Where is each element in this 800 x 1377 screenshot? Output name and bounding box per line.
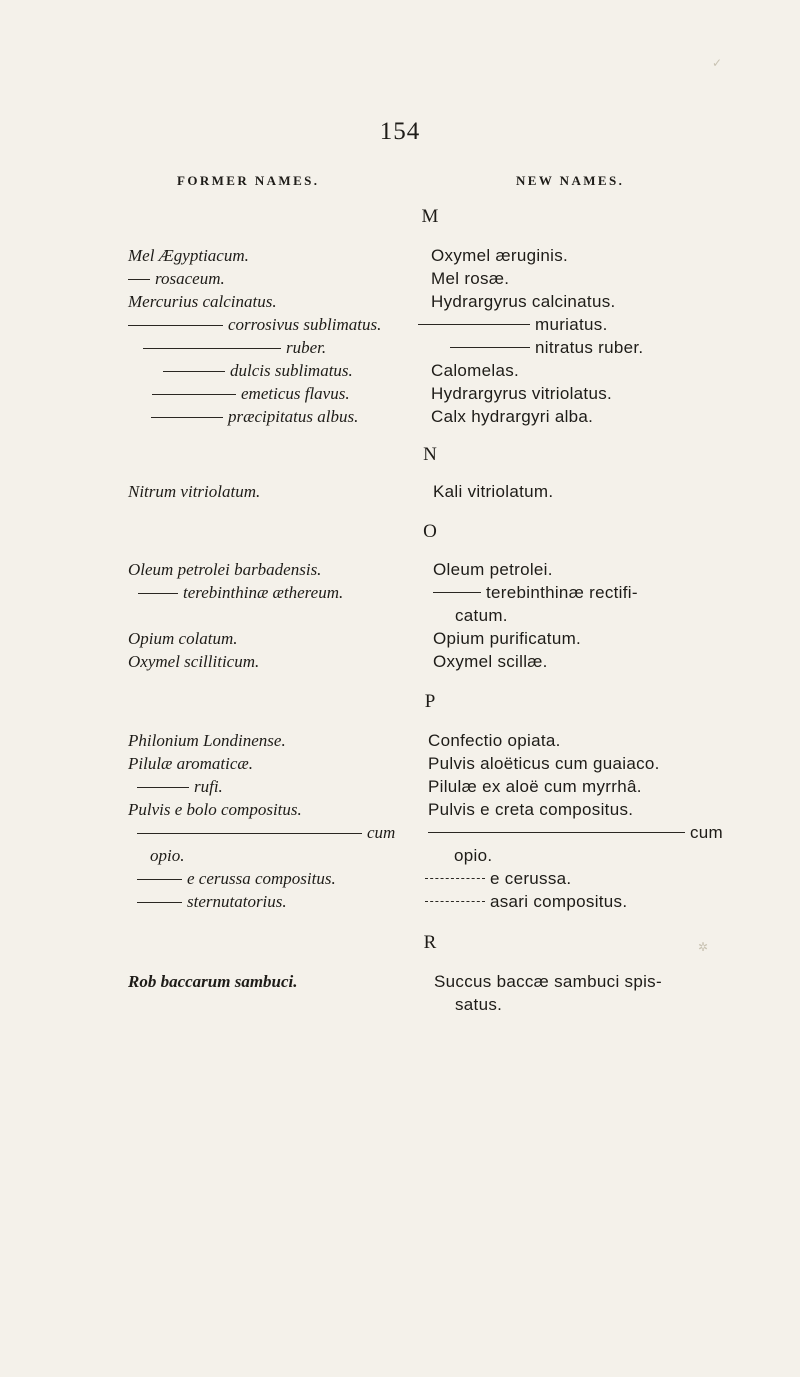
ditto-dash	[137, 879, 182, 880]
former-name: Nitrum vitriolatum.	[128, 482, 261, 501]
table-row	[0, 629, 800, 651]
table-row	[0, 583, 800, 605]
former-name: Mel Ægyptiacum.	[128, 246, 249, 265]
new-name: muriatus.	[535, 315, 608, 334]
new-name: terebinthinæ rectifi-	[486, 583, 638, 602]
new-name: Calomelas.	[431, 361, 520, 380]
table-row	[0, 315, 800, 337]
former-name-cell	[128, 269, 418, 289]
table-row	[0, 361, 800, 383]
new-name: opio.	[454, 846, 493, 865]
ditto-dash	[152, 394, 236, 395]
new-names-heading: NEW NAMES.	[516, 173, 625, 188]
new-name: e cerussa.	[490, 869, 572, 888]
former-name-cell	[137, 892, 427, 912]
new-name-cell	[418, 315, 763, 335]
former-name: sternutatorius.	[187, 892, 287, 911]
former-name: dulcis sublimatus.	[230, 361, 353, 380]
table-row	[0, 995, 800, 1017]
former-name: Philonium Londinense.	[128, 731, 286, 750]
former-name-cell	[152, 384, 442, 404]
new-name: Oxymel æruginis.	[431, 246, 569, 265]
former-name-cell	[163, 361, 453, 381]
former-name-cell	[137, 777, 427, 797]
ditto-dash	[151, 417, 223, 418]
paper-speck: ✓	[712, 56, 723, 70]
former-name: Rob baccarum sambuci.	[128, 972, 298, 991]
table-row	[0, 754, 800, 776]
new-name-cell	[428, 823, 773, 843]
new-name: Mel rosæ.	[431, 269, 510, 288]
new-name: nitratus ruber.	[535, 338, 644, 357]
former-name: emeticus flavus.	[241, 384, 350, 403]
new-name: Pulvis aloëticus cum guaiaco.	[428, 754, 660, 773]
new-name: Succus baccæ sambuci spis-	[434, 972, 662, 991]
former-name: rosaceum.	[155, 269, 225, 288]
table-row	[0, 892, 800, 914]
former-name: corrosivus sublimatus.	[228, 315, 382, 334]
former-name: ruber.	[286, 338, 327, 357]
new-name-continuation: catum.	[455, 606, 508, 625]
former-name: præcipitatus albus.	[228, 407, 359, 426]
table-row	[0, 823, 800, 845]
table-row	[0, 338, 800, 360]
paper-speck: ✲	[698, 940, 709, 954]
ditto-dash	[163, 371, 225, 372]
new-name: Pilulæ ex aloë cum myrrhâ.	[428, 777, 642, 796]
former-name: rufi.	[194, 777, 223, 796]
former-name-cell	[128, 315, 418, 335]
ditto-dash	[143, 348, 281, 349]
former-names-heading: FORMER NAMES.	[177, 173, 320, 188]
ditto-dash	[425, 878, 485, 879]
ditto-dash	[137, 902, 182, 903]
ditto-dash	[450, 347, 530, 348]
ditto-dash	[128, 279, 150, 280]
table-row	[0, 652, 800, 674]
ditto-dash	[418, 324, 530, 325]
former-name: terebinthinæ æthereum.	[183, 583, 344, 602]
ditto-dash	[137, 833, 362, 834]
table-row	[0, 972, 800, 994]
new-name: cum	[690, 823, 724, 842]
new-name: asari compositus.	[490, 892, 628, 911]
former-name: Mercurius calcinatus.	[128, 292, 277, 311]
former-name: Pulvis e bolo compositus.	[128, 800, 302, 819]
table-row	[0, 869, 800, 891]
former-name: cum	[367, 823, 396, 842]
new-name: Confectio opiata.	[428, 731, 561, 750]
table-row	[0, 846, 800, 868]
former-name-cell	[137, 869, 427, 889]
new-name-cell	[425, 869, 770, 889]
former-name-cell	[151, 407, 441, 427]
section-letter-o: O	[423, 521, 437, 542]
table-row	[0, 606, 800, 628]
ditto-dash	[428, 832, 685, 833]
table-row	[0, 482, 800, 504]
former-name: Oxymel scilliticum.	[128, 652, 260, 671]
former-name: Oleum petrolei barbadensis.	[128, 560, 322, 579]
new-name: Hydrargyrus calcinatus.	[431, 292, 616, 311]
new-name: Oxymel scillæ.	[433, 652, 548, 671]
table-row	[0, 777, 800, 799]
new-name: Hydrargyrus vitriolatus.	[431, 384, 613, 403]
former-name-cell	[138, 583, 428, 603]
table-row	[0, 560, 800, 582]
table-row	[0, 292, 800, 314]
table-row	[0, 246, 800, 268]
page-number: 154	[379, 118, 421, 145]
former-name: Opium colatum.	[128, 629, 238, 648]
new-name: Kali vitriolatum.	[433, 482, 554, 501]
new-name-continuation: satus.	[455, 995, 503, 1014]
former-name: Pilulæ aromaticæ.	[128, 754, 253, 773]
new-name-cell	[450, 338, 795, 358]
new-name-cell	[433, 583, 778, 603]
new-name: Oleum petrolei.	[433, 560, 553, 579]
former-name: e cerussa compositus.	[187, 869, 336, 888]
section-letter-n: N	[423, 444, 437, 465]
table-row	[0, 731, 800, 753]
table-row	[0, 407, 800, 429]
ditto-dash	[128, 325, 223, 326]
section-letter-m: M	[421, 206, 439, 227]
ditto-dash	[425, 901, 485, 902]
former-name-cell	[137, 823, 427, 843]
ditto-dash	[137, 787, 189, 788]
ditto-dash	[138, 593, 178, 594]
section-letter-p: P	[424, 691, 436, 712]
table-row	[0, 269, 800, 291]
new-name: Calx hydrargyri alba.	[431, 407, 594, 426]
new-name: Opium purificatum.	[433, 629, 582, 648]
former-name-cell	[143, 338, 433, 358]
new-name-cell	[425, 892, 770, 912]
table-row	[0, 800, 800, 822]
ditto-dash	[433, 592, 481, 593]
table-row	[0, 384, 800, 406]
section-letter-r: R	[423, 932, 437, 953]
new-name: Pulvis e creta compositus.	[428, 800, 634, 819]
former-name: opio.	[150, 846, 185, 865]
